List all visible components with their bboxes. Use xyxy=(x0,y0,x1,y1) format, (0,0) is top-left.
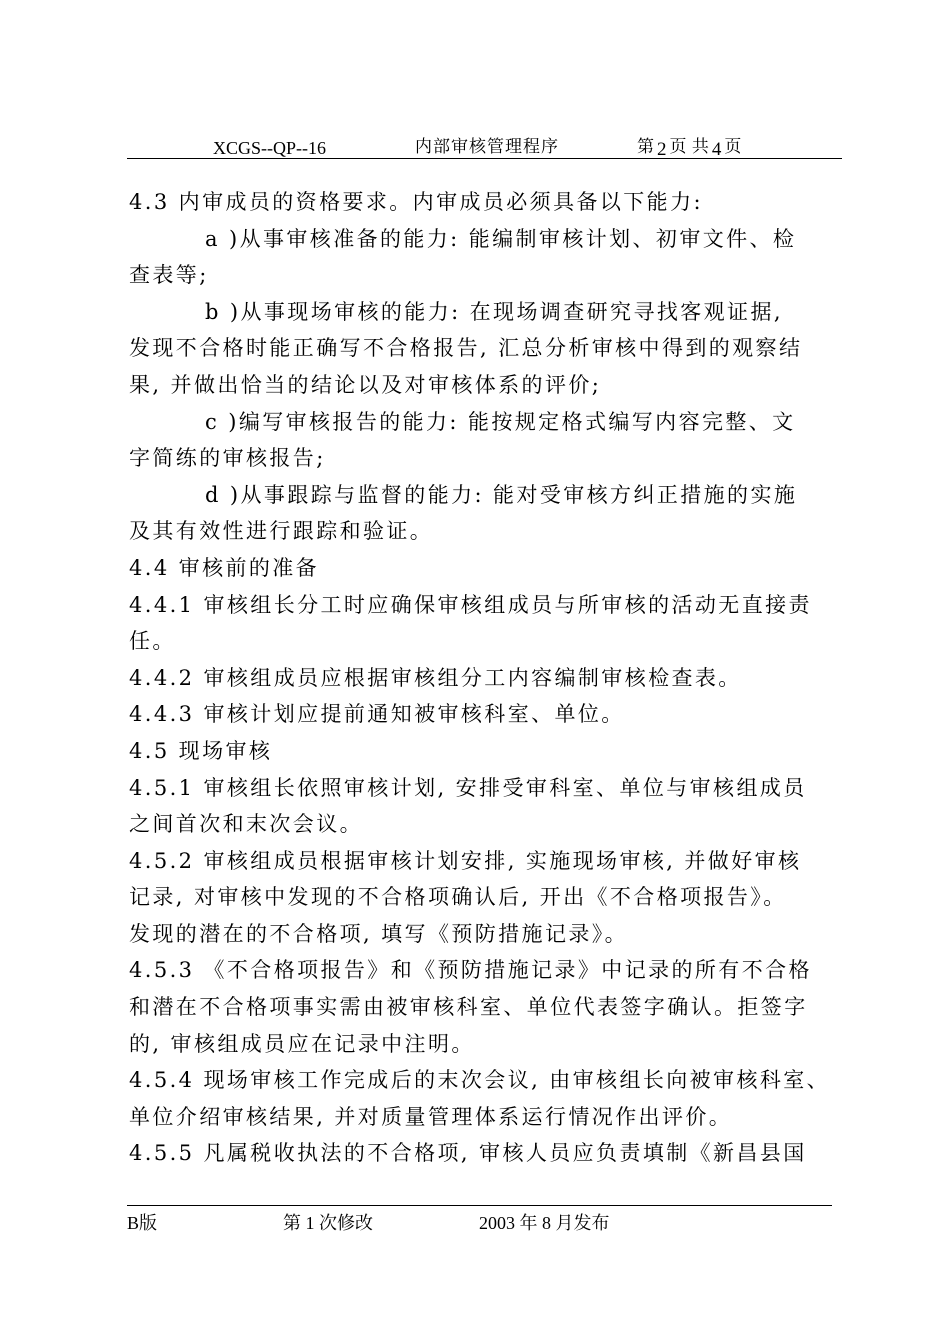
text-line: c )编写审核报告的能力: 能按规定格式编写内容完整、文 xyxy=(205,409,796,434)
text-line: 之间首次和末次会议。 xyxy=(129,812,363,837)
page-prefix: 第 xyxy=(637,137,654,157)
text-line: d )从事跟踪与监督的能力: 能对受审核方纠正措施的实施 xyxy=(205,482,798,507)
text-line: 的, 审核组成员应在记录中注明。 xyxy=(129,1031,475,1056)
text-line: 字简练的审核报告; xyxy=(129,446,326,471)
text-line: 查表等; xyxy=(129,263,209,288)
text-line: 和潜在不合格项事实需由被审核科室、单位代表签字确认。拒签字 xyxy=(129,995,808,1020)
footer-rule xyxy=(127,1205,832,1206)
document-body xyxy=(129,188,845,1176)
text-line: 及其有效性进行跟踪和验证。 xyxy=(129,519,434,544)
footer-revision: 第 1 次修改 xyxy=(283,1213,373,1233)
text-line: 4.5.3 《不合格项报告》和《预防措施记录》中记录的所有不合格 xyxy=(129,958,812,983)
section-heading: 4.5 现场审核 xyxy=(129,738,273,763)
text-line: 发现的潜在的不合格项, 填写《预防措施记录》。 xyxy=(129,921,629,946)
text-line: 4.4.3 审核计划应提前通知被审核科室、单位。 xyxy=(129,702,625,727)
text-line: 4.3 内审成员的资格要求。内审成员必须具备以下能力: xyxy=(129,190,703,214)
document-title: 内部审核管理程序 xyxy=(415,137,559,157)
text-line: 4.5.5 凡属税收执法的不合格项, 审核人员应负责填制《新昌县国 xyxy=(129,1141,807,1166)
header-rule xyxy=(127,158,842,159)
text-line: 果, 并做出恰当的结论以及对审核体系的评价; xyxy=(129,372,602,397)
page-suffix: 页 xyxy=(724,137,742,157)
text-line: 任。 xyxy=(129,629,176,654)
page-mid: 页 共 xyxy=(669,137,709,157)
text-line: 4.5.1 审核组长依照审核计划, 安排受审科室、单位与审核组成员 xyxy=(129,775,807,800)
text-line: 单位介绍审核结果, 并对质量管理体系运行情况作出评价。 xyxy=(129,1104,733,1129)
section-heading: 4.4 审核前的准备 xyxy=(129,555,320,580)
page-indicator xyxy=(637,132,741,158)
footer-release-date: 2003 年 8 月发布 xyxy=(479,1213,610,1233)
text-line: a )从事审核准备的能力: 能编制审核计划、初审文件、检 xyxy=(205,226,797,251)
text-line: 发现不合格时能正确写不合格报告, 汇总分析审核中得到的观察结 xyxy=(129,336,803,361)
page-number: 2 xyxy=(657,139,667,160)
text-line: b )从事现场审核的能力: 在现场调查研究寻找客观证据, xyxy=(205,299,783,324)
page-header xyxy=(127,128,842,158)
text-line: 4.5.2 审核组成员根据审核计划安排, 实施现场审核, 并做好审核 xyxy=(129,848,802,873)
text-line: 4.5.4 现场审核工作完成后的末次会议, 由审核组长向被审核科室、 xyxy=(129,1068,831,1093)
text-line: 4.4.1 审核组长分工时应确保审核组成员与所审核的活动无直接责 xyxy=(129,592,812,617)
footer-version: B版 xyxy=(127,1213,158,1233)
text-line: 4.4.2 审核组成员应根据审核组分工内容编制审核检查表。 xyxy=(129,665,742,690)
text-line: 记录, 对审核中发现的不合格项确认后, 开出《不合格项报告》。 xyxy=(129,885,787,910)
document-code: XCGS--QP--16 xyxy=(213,138,327,158)
page-total: 4 xyxy=(711,139,722,160)
